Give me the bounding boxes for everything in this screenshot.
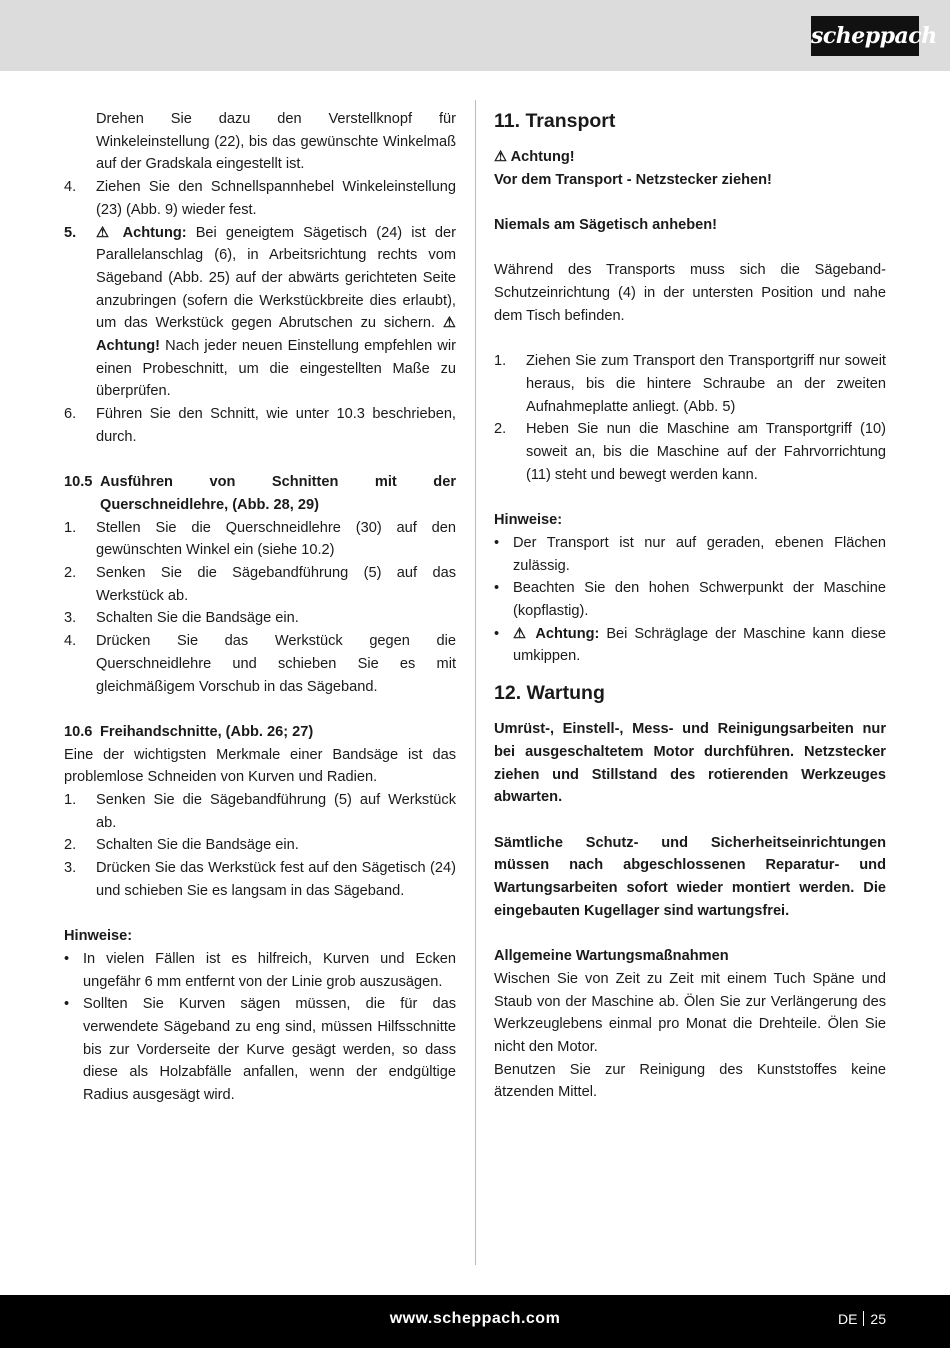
warning-label: ⚠ Achtung! (494, 149, 575, 165)
subsection-heading: Allgemeine Wartungsmaßnahmen (494, 948, 729, 965)
column-divider (475, 100, 476, 1265)
warning-text: Vor dem Transport - Netzstecker ziehen! (494, 171, 772, 188)
paragraph: Wischen Sie von Zeit zu Zeit mit einem Tuch Späne und Staub von der Maschine ab. Ölen Sie zur Verlängerung des Werkzeuglebens einmal pro Monat die Drehteile. Ölen Sie nicht den Motor. (494, 970, 886, 1055)
paragraph: Benutzen Sie zur Reinigung des Kunststoffes keine ätzenden Mittel. (494, 1061, 886, 1101)
bullet-item-warning: • ⚠ Achtung: Bei Schräglage der Maschine kann diese umkippen. (494, 625, 886, 665)
list-item-warning: 5. ⚠ Achtung: Bei geneigtem Sägetisch (24) ist der Parallelanschlag (6), in Arbeitsrichtung rechts vom Sägeband (Abb. 25) auf der abwärts gerichteten Seite anzubringen (sofern die Werkstückbreite dies erlaubt), um das Werkstück gegen Abrutschen zu sichern. ⚠ Achtung! Nach jeder neuen Einstellung empfehlen wir einen Probeschnitt, um die eingestellten Maße zu überprüfen. (64, 224, 457, 400)
list-item: 1. Stellen Sie die Querschneidlehre (30) auf den gewünschten Winkel ein (siehe 10.2) (64, 519, 456, 559)
warning-label: ⚠ Achtung: (513, 625, 600, 642)
bullet-item: • In vielen Fällen ist es hilfreich, Kurven und Ecken ungefähr 6 mm entfernt von der Linie grob auszusägen. (64, 950, 456, 990)
safety-paragraph: Sämtliche Schutz- und Sicherheitseinrichtungen müssen nach abgeschlossenen Reparatur- und Wartungsarbeiten sofort wieder montiert werden. Die eingebauten Kugellager sind wartungsfrei. (494, 834, 886, 919)
list-item: 1. Ziehen Sie zum Transport den Transportgriff nur soweit heraus, bis die hintere Schraube an der zweiten Aufnahmeplatte anliegt. (Abb. 5) (494, 353, 886, 415)
notes-heading: Hinweise: (494, 512, 563, 529)
language-code: DE (837, 1311, 858, 1327)
paragraph: Während des Transports muss sich die Sägeband-Schutzeinrichtung (4) in der untersten Position und nahe dem Tisch befinden. (494, 262, 886, 324)
notes-heading: Hinweise: (64, 928, 133, 945)
warning-label: ⚠ Achtung! (96, 315, 457, 355)
right-column (494, 108, 886, 1104)
page-number: 25 (870, 1311, 886, 1327)
website-link[interactable]: www.scheppach.com (389, 1310, 561, 1327)
list-item: 3. Drücken Sie das Werkstück fest auf den Sägetisch (24) und schieben Sie es langsam in das Sägeband. (64, 860, 456, 899)
list-item: 4. Drücken Sie das Werkstück gegen die Querschneidlehre und schieben Sie es mit gleichmäßigem Vorschub in das Sägeband. (64, 633, 456, 695)
footer-bar (0, 1295, 950, 1348)
bullet-item: • Beachten Sie den hohen Schwerpunkt der Maschine (kopflastig). (494, 580, 886, 619)
scheppach-logo: scheppach (811, 16, 919, 56)
list-item: 2. Schalten Sie die Bandsäge ein. (64, 837, 299, 854)
list-item: 1. Senken Sie die Sägebandführung (5) auf Werkstück ab. (64, 792, 456, 831)
section-heading-10-5: 10.5 Ausführen von Schnitten mit der Querschneidlehre, (Abb. 28, 29) (64, 474, 456, 513)
list-item: 2. Heben Sie nun die Maschine am Transportgriff (10) soweit an, bis die Maschine auf der Fahrvorrichtung (11) steht und bewegt werden kann. (494, 421, 886, 483)
safety-paragraph: Umrüst-, Einstell-, Mess- und Reinigungsarbeiten nur bei ausgeschaltetem Motor durchführen. Netzstecker ziehen und Stillstand des rotierenden Werkzeuges abwarten. (494, 721, 886, 806)
list-item: 3. Schalten Sie die Bandsäge ein. (64, 610, 299, 627)
list-item: 4. Ziehen Sie den Schnellspannhebel Winkeleinstellung (23) (Abb. 9) wieder fest. (64, 179, 456, 218)
section-heading-10-6: 10.6 Freihandschnitte, (Abb. 26; 27) (64, 723, 314, 740)
left-column (64, 108, 456, 1107)
continued-paragraph: Drehen Sie dazu den Verstellknopf für Winkeleinstellung (22), bis das gewünschte Winkelmaß auf der Gradskala eingestellt ist. (96, 111, 456, 173)
bullet-item: • Der Transport ist nur auf geraden, ebenen Flächen zulässig. (494, 534, 886, 574)
header-bar (0, 0, 950, 71)
warning-text: Niemals am Sägetisch anheben! (494, 217, 718, 234)
paragraph: Eine der wichtigsten Merkmale einer Bandsäge ist das problemlose Schneiden von Kurven und Radien. (64, 746, 456, 786)
section-heading-12: 12. Wartung (494, 682, 605, 705)
section-heading-11: 11. Transport (494, 110, 616, 132)
warning-label: ⚠ Achtung: (96, 224, 187, 241)
bullet-item: • Sollten Sie Kurven sägen müssen, die für das verwendete Sägeband zu eng sind, müssen Hilfsschnitte bis zur Vorderseite der Kurve gesägt werden, so dass diese als Holzabfälle anfallen, wenn der endgültige Radius ausgesägt wird. (64, 996, 456, 1104)
list-item: 2. Senken Sie die Sägebandführung (5) auf das Werkstück ab. (64, 565, 456, 604)
list-item: 6. Führen Sie den Schnitt, wie unter 10.3 beschrieben, durch. (64, 406, 456, 445)
page-indicator (838, 1311, 886, 1327)
